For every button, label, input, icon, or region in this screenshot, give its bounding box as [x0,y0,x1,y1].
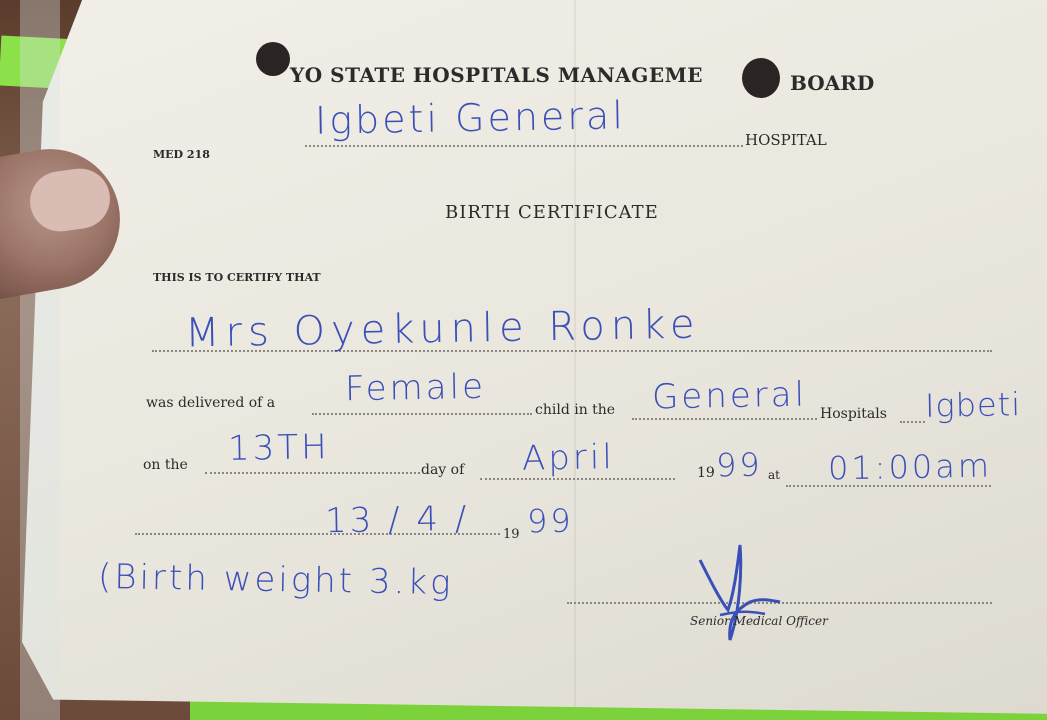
handwritten-hospital-type: General [651,374,808,418]
officer-signature [690,540,800,650]
certify-label: THIS IS TO CERTIFY THAT [153,271,321,284]
handwritten-month: April [521,437,616,479]
handwritten-mother-name: Mrs Oyekunle Ronke [184,301,701,357]
delivered-of-label: was delivered of a [146,395,276,411]
board-name: YO STATE HOSPITALS MANAGEME [290,63,704,87]
form-code: MED 218 [153,148,210,161]
handwritten-birth-weight: (Birth weight 3.kg [97,556,454,604]
handwritten-year: 99 [715,445,764,485]
plastic-sleeve [20,0,60,720]
year-prefix: 19 [697,465,715,481]
punch-hole-right [742,58,780,98]
handwritten-day: 13TH [227,427,330,469]
handwritten-date-numeric: 13 / 4 / [324,498,470,542]
day-line [205,472,420,474]
year-prefix-2: 19 [503,527,520,542]
handwritten-sex: Female [344,366,487,410]
board-name-end: BOARD [790,71,875,95]
handwritten-date-year: 99 [526,501,575,541]
punch-hole-left [256,42,290,76]
sex-line [312,413,532,415]
child-in-the-label: child in the [535,402,616,418]
on-the-label: on the [143,457,188,473]
day-of-label: day of [421,462,465,478]
officer-label: Senior Medical Officer [690,614,828,628]
hospital-type-line [632,418,817,420]
handwritten-town: Igbeti [924,385,1022,425]
at-label: at [768,468,780,482]
hospital-label: HOSPITAL [745,131,827,149]
hospitals-label: Hospitals [820,406,887,422]
hospital-name-line [305,145,743,147]
certificate-title: BIRTH CERTIFICATE [445,202,659,223]
handwritten-time: 01:00am [827,446,993,488]
town-line [900,421,925,423]
handwritten-hospital-name: Igbeti General [314,93,627,143]
month-line [480,478,675,480]
